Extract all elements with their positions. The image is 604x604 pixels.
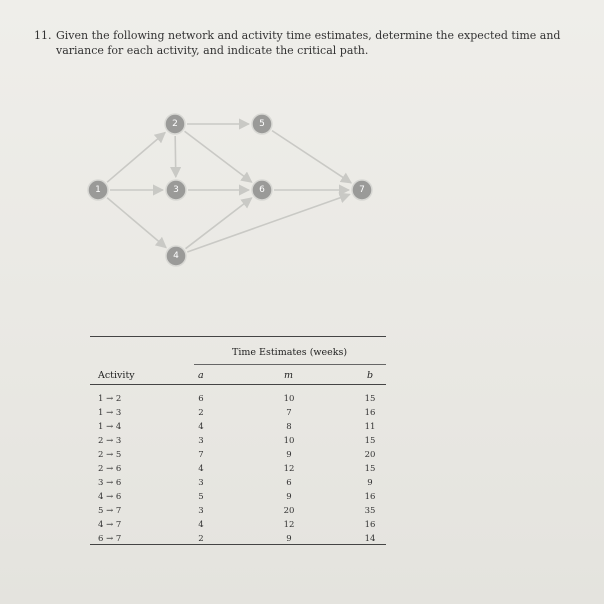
b-cell: 9 [367,478,373,488]
problem-number: 11. [34,29,52,42]
b-cell: 11 [364,422,376,432]
edge-2-6 [185,131,252,182]
node-label: 7 [359,185,365,195]
node-label: 6 [259,185,265,195]
edge-4-7 [187,194,349,252]
node-label: 4 [173,251,179,261]
b-cell: 35 [364,506,376,516]
edge-1-2 [107,132,165,182]
a-cell: 3 [198,436,204,446]
activity-cell: 5 → 7 [98,506,122,516]
node-label: 5 [259,119,265,129]
node-4 [166,246,186,266]
table-row [90,408,386,420]
b-cell: 15 [364,436,376,446]
m-cell: 8 [286,422,292,432]
header-activity: Activity [98,370,135,381]
a-cell: 3 [198,506,204,516]
activity-cell: 6 → 7 [98,534,122,544]
m-cell: 20 [283,506,295,516]
b-cell: 16 [364,520,376,530]
table-row [90,422,386,434]
a-cell: 4 [198,422,204,432]
m-cell: 9 [286,492,292,502]
problem-text: Given the following network and activity time estimates, determine the expected time and variance for each activity, and indicate the critical path. [56,29,561,57]
node-5 [252,114,272,134]
m-cell: 7 [286,408,292,418]
activity-cell: 4 → 7 [98,520,122,530]
b-cell: 16 [364,492,376,502]
network-edges [107,124,351,252]
table-row [90,478,386,490]
b-cell: 15 [364,394,376,404]
m-cell: 6 [286,478,292,488]
header-b: b [367,370,374,381]
activity-cell: 1 → 2 [98,394,122,404]
m-cell: 9 [286,450,292,460]
a-cell: 7 [198,450,204,460]
activity-cell: 4 → 6 [98,492,122,502]
activity-cell: 2 → 6 [98,464,122,474]
table-row [90,506,386,518]
b-cell: 15 [364,464,376,474]
a-cell: 4 [198,464,204,474]
node-3 [166,180,186,200]
activity-cell: 2 → 5 [98,450,122,460]
node-1 [88,180,108,200]
m-cell: 12 [283,520,295,530]
a-cell: 2 [198,408,204,418]
table-row [90,492,386,504]
node-label: 2 [172,119,178,129]
activity-cell: 2 → 3 [98,436,122,446]
a-cell: 5 [198,492,204,502]
caption-rule [194,364,386,365]
m-cell: 10 [283,394,295,404]
m-cell: 9 [286,534,292,544]
b-cell: 14 [364,534,376,544]
edge-1-4 [107,198,166,248]
header-m: m [284,370,294,381]
table-row [90,394,386,406]
network-diagram [0,0,604,300]
table-row [90,436,386,448]
table-row [90,520,386,532]
activity-cell: 1 → 4 [98,422,122,432]
b-cell: 16 [364,408,376,418]
b-cell: 20 [364,450,376,460]
header-rule [90,384,386,385]
m-cell: 12 [283,464,295,474]
edge-2-3 [175,136,176,177]
a-cell: 4 [198,520,204,530]
node-6 [252,180,272,200]
node-label: 3 [173,185,179,195]
a-cell: 2 [198,534,204,544]
table-caption: Time Estimates (weeks) [232,347,348,358]
m-cell: 10 [283,436,295,446]
node-label: 1 [95,185,101,195]
node-7 [352,180,372,200]
table-top-rule [90,336,386,337]
edge-5-7 [272,131,351,183]
activity-cell: 3 → 6 [98,478,122,488]
table-row [90,450,386,462]
a-cell: 3 [198,478,204,488]
node-2 [165,114,185,134]
activity-cell: 1 → 3 [98,408,122,418]
header-a: a [198,370,204,381]
table-bottom-rule [90,544,386,545]
a-cell: 6 [198,394,204,404]
table-row [90,464,386,476]
